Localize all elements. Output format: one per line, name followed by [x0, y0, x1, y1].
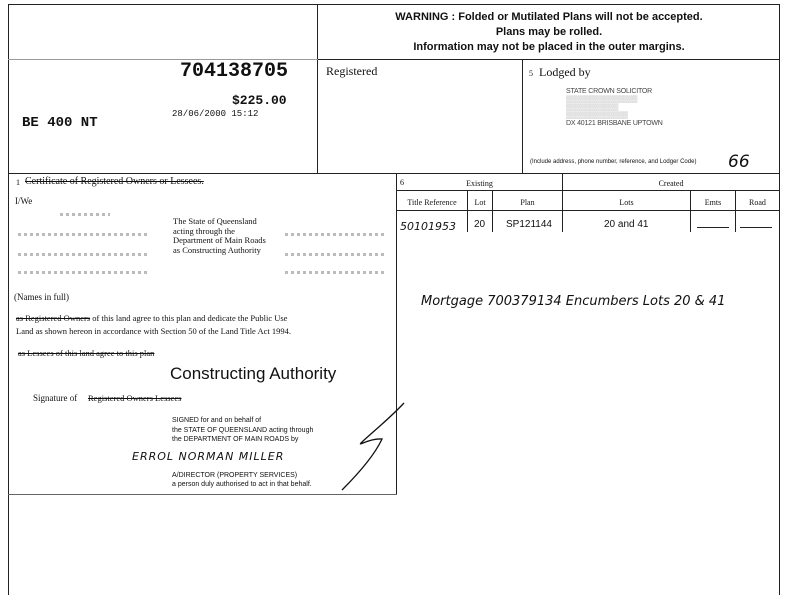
- top-section-bottom-rule: [8, 173, 780, 174]
- table-col-lot-plan: [492, 190, 493, 232]
- warning-block: [318, 10, 780, 55]
- lodger-line-5: DX 40121 BRISBANE UPTOWN: [566, 120, 663, 127]
- signatory-name: ERROL NORMAN MILLER: [132, 450, 285, 463]
- dotted-line-7: [285, 271, 385, 274]
- signature-scribble: [330, 400, 410, 495]
- warning-line-3: Information may not be placed in the outer margins.: [413, 41, 685, 53]
- declaration-owners-strike: as Registered Owners: [16, 313, 91, 323]
- signed-block: [172, 416, 313, 445]
- table-row-rule-2: [396, 210, 780, 211]
- signed-line-2: the STATE OF QUEENSLAND acting through: [172, 426, 314, 434]
- header-created: Created: [658, 179, 684, 188]
- header-lots: Lots: [619, 198, 634, 207]
- cell-road-dash: [740, 227, 772, 228]
- frame-right: [779, 4, 780, 595]
- lodger-line-3: ▒▒▒▒▒▒▒▒▒▒▒: [566, 104, 619, 111]
- owner-line-2: acting through the: [173, 225, 235, 236]
- receipt-datetime: 28/06/2000 15:12: [172, 109, 259, 119]
- receipt-amount: $225.00: [232, 93, 287, 108]
- declaration-lessees: as Lessees of this land agree to this plan: [18, 348, 155, 358]
- cell-emts-dash: [697, 227, 729, 228]
- names-in-full: (Names in full): [14, 292, 69, 302]
- lodger-details: [566, 88, 716, 128]
- signed-line-3: the DEPARTMENT OF MAIN ROADS by: [172, 436, 299, 443]
- header-plan: Plan: [520, 198, 535, 207]
- cell-plan: SP121144: [506, 219, 552, 230]
- lodged-left-rule: [522, 60, 523, 174]
- table-col-emts-road: [735, 190, 736, 232]
- cell-lot: 20: [474, 219, 486, 230]
- header-emts: Emts: [704, 198, 722, 207]
- cell-title-reference: 50101953: [400, 220, 456, 233]
- lodger-line-1: STATE CROWN SOLICITOR: [566, 88, 653, 95]
- receipt-code: BE 400 NT: [22, 115, 98, 131]
- constructing-authority-stamp: Constructing Authority: [170, 364, 337, 383]
- declaration-owners: [16, 312, 394, 338]
- warning-bottom-rule: [317, 59, 780, 60]
- signatory-title-block: [172, 471, 312, 489]
- warning-line-1: WARNING : Folded or Mutilated Plans will not be accepted.: [395, 11, 703, 23]
- lodged-number: 5: [529, 69, 533, 78]
- mortgage-note: Mortgage 700379134 Encumbers Lots 20 & 41: [421, 294, 726, 309]
- signatory-title: A/DIRECTOR (PROPERTY SERVICES): [172, 472, 298, 479]
- section1-iwe: I/We: [15, 196, 33, 206]
- dotted-line-1: [60, 213, 110, 216]
- cell-lots: 20 and 41: [604, 219, 649, 230]
- dotted-line-3: [18, 253, 148, 256]
- owner-line-3: Department of Main Roads: [173, 235, 266, 245]
- frame-top: [8, 4, 780, 5]
- section6-number: 6: [400, 178, 404, 187]
- header-lot: Lot: [474, 198, 486, 207]
- warning-line-2: Plans may be rolled.: [495, 26, 603, 38]
- signed-line-1: SIGNED for and on behalf of: [172, 417, 262, 424]
- section1-number: 1: [16, 178, 20, 187]
- header-title-reference: Title Reference: [407, 198, 457, 207]
- owner-block: [173, 217, 266, 255]
- dotted-line-2: [18, 233, 148, 236]
- lodged-label: Lodged by: [539, 65, 591, 79]
- table-col-lots-emts: [690, 190, 691, 232]
- owner-line-4: as Constructing Authority: [173, 244, 261, 255]
- registered-label: Registered: [326, 64, 378, 78]
- dotted-line-5: [285, 233, 385, 236]
- receipt-number: 704138705: [180, 60, 289, 83]
- frame-left: [8, 4, 9, 595]
- table-row-rule-1: [396, 190, 780, 191]
- lodger-line-4: ▒▒▒▒▒▒▒▒▒▒▒▒▒: [566, 112, 628, 119]
- signature-options: Registered Owners Lessees: [88, 393, 182, 403]
- lodged-note: (Include address, phone number, reference, and Lodger Code): [530, 159, 697, 165]
- declaration-owners-rest: of this land agree to this plan and dedicate the Public Use: [90, 313, 288, 323]
- header-road: Road: [749, 198, 766, 207]
- signature-label: Signature of: [33, 393, 78, 403]
- owner-line-1: The State of Queensland: [173, 216, 257, 226]
- table-col-title-lot: [467, 190, 468, 232]
- lodger-code: 66: [728, 152, 750, 172]
- declaration-owners-line2: Land as shown hereon in accordance with Section 50 of the Land Title Act 1994.: [16, 326, 292, 336]
- header-existing: Existing: [466, 179, 493, 188]
- lodger-line-2: ▒▒▒▒▒▒▒▒▒▒▒▒▒▒▒: [566, 96, 638, 103]
- section1-title: Certificate of Registered Owners or Lessees.: [25, 176, 204, 187]
- signatory-authority: a person duly authorised to act in that behalf.: [172, 481, 312, 488]
- dotted-line-6: [285, 253, 385, 256]
- dotted-line-4: [18, 271, 148, 274]
